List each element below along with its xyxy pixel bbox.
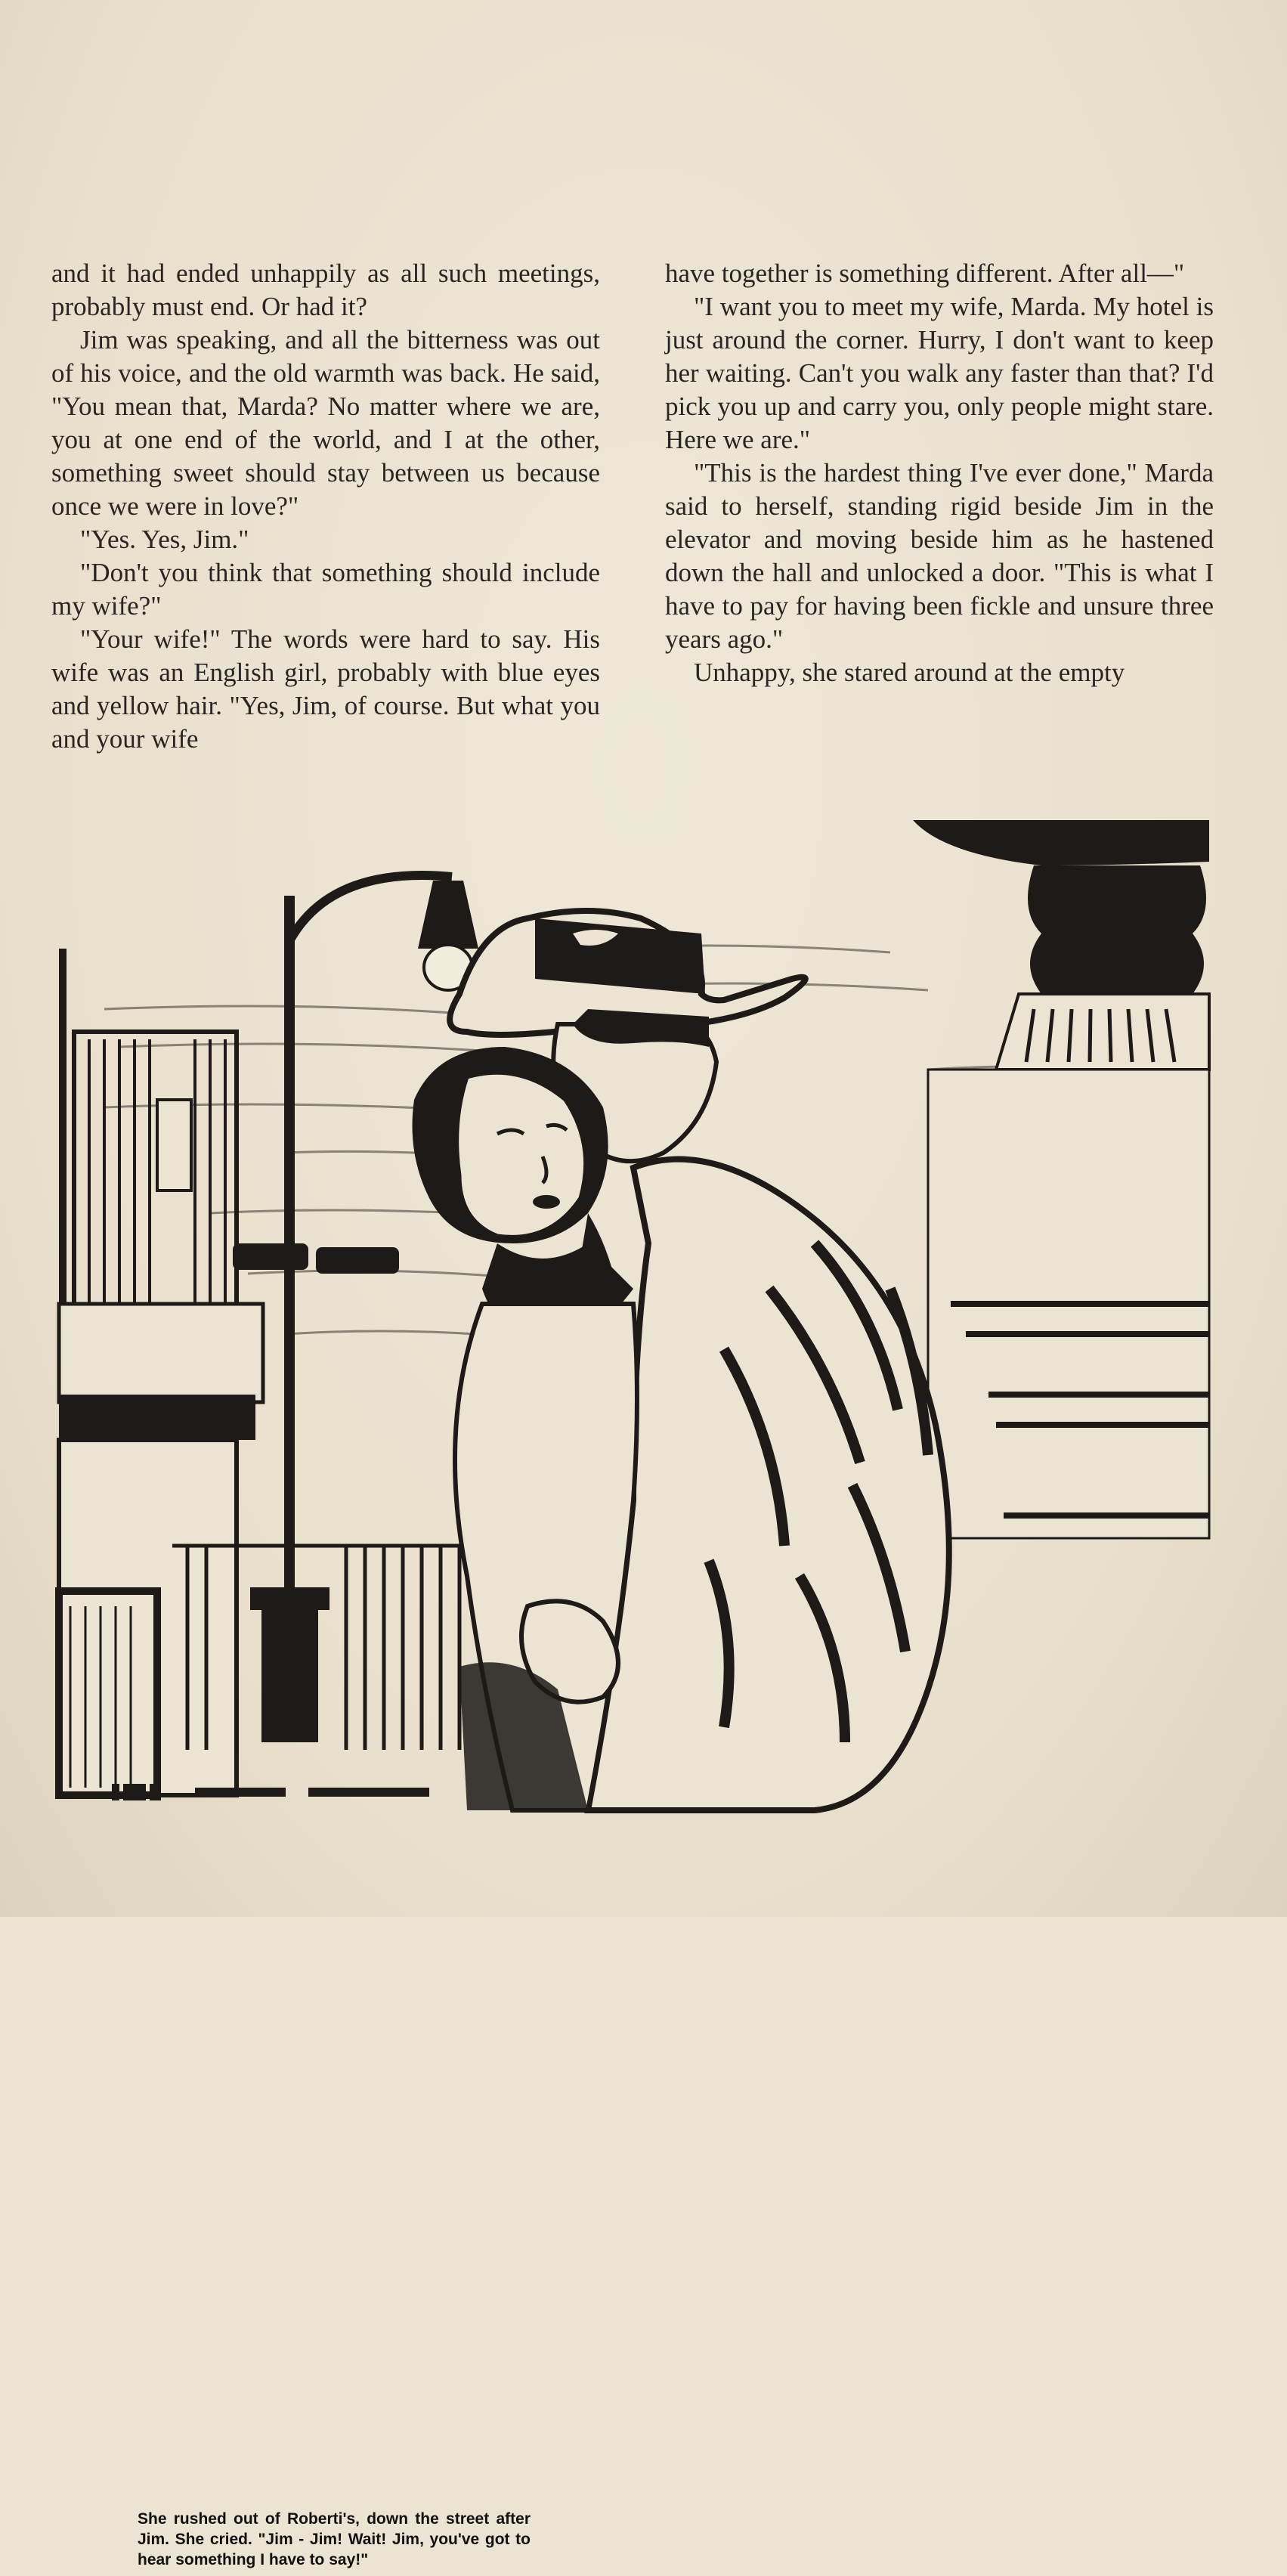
monument — [913, 820, 1209, 1538]
paragraph: "Don't you think that something should include my wife?" — [51, 558, 600, 621]
ground-marks — [112, 1784, 429, 1800]
woman-figure — [413, 1047, 638, 1810]
illustration-caption: She rushed out of Roberti's, down the street after Jim. She cried. "Jim - Jim! Wait! Jim, you've got to hear something I have to say!" — [135, 2504, 537, 2576]
paragraph: Jim was speaking, and all the bitterness was out of his voice, and the old warmth was back. He said, "You mean that, Marda? No matter where we are, you at one end of the world, and I at the other, something sweet should stay between us because once we were in love?" — [51, 325, 600, 521]
left-text-column — [51, 257, 600, 756]
paragraph: "This is the hardest thing I've ever done," Marda said to herself, standing rigid beside Jim in the elevator and moving beside him as he hastened down the hall and unlocked a door. "This is what I have to pay for having been fickle and unsure three years ago." — [665, 458, 1214, 654]
paragraph: have together is something different. After all—" — [665, 259, 1185, 288]
paragraph: "Yes. Yes, Jim." — [80, 525, 249, 554]
paragraph: and it had ended unhappily as all such meetings, probably must end. Or had it? — [51, 259, 600, 321]
paragraph: "I want you to meet my wife, Marda. My hotel is just around the corner. Hurry, I don't want to keep her waiting. Can't you walk any faster than that? I'd pick you up and carry you, only people might stare. Here we are." — [665, 292, 1214, 454]
distant-cars — [233, 1243, 399, 1274]
left-building — [59, 949, 263, 1795]
story-illustration — [59, 820, 1209, 2568]
paragraph: Unhappy, she stared around at the empty — [694, 658, 1125, 687]
paragraph: "Your wife!" The words were hard to say. His wife was an English girl, probably with blue eyes and yellow hair. "Yes, Jim, of course. But what you and your wife — [51, 624, 600, 754]
right-text-column — [665, 257, 1214, 689]
